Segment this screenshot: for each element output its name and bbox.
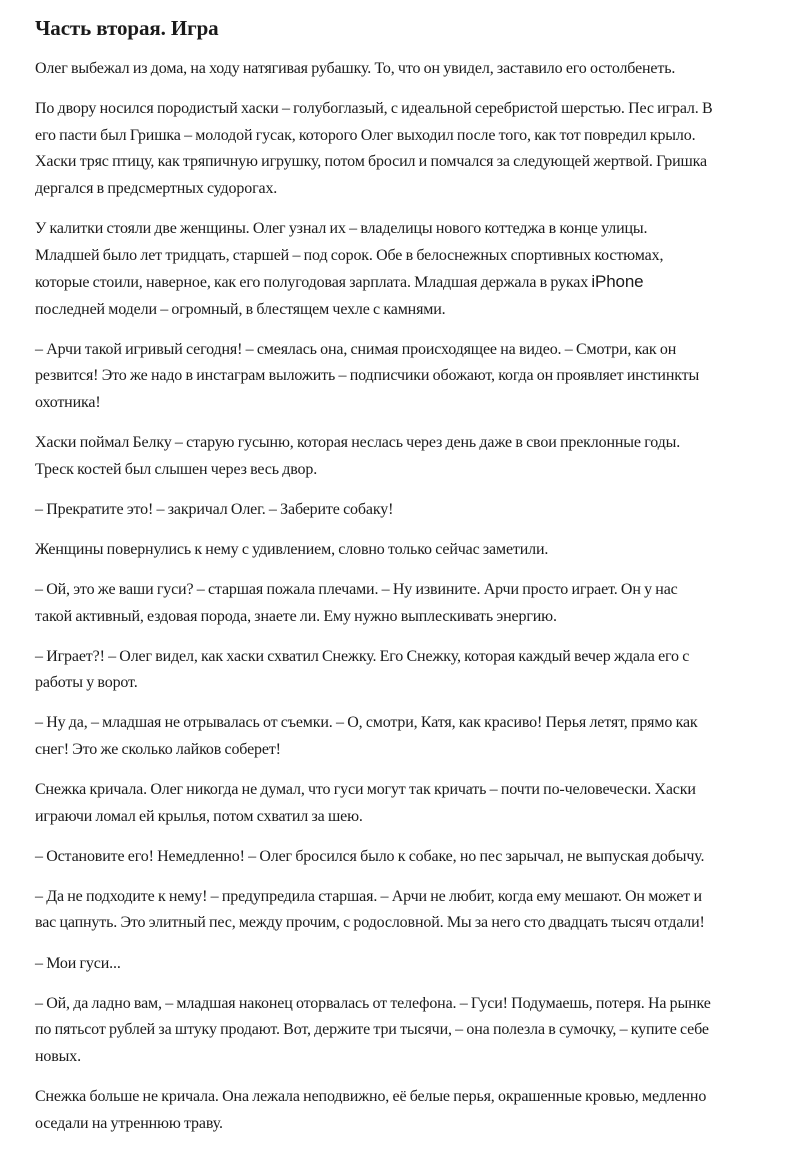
paragraph: Снежка кричала. Олег никогда не думал, что гуси могут так кричать – почти по-человечески. Хаски играючи ломал ей крылья, потом схватил за шею. <box>35 781 696 825</box>
paragraph-text: последней модели – огромный, в блестящем чехле с камнями. <box>35 300 446 318</box>
paragraph: По двору носился породистый хаски – голубоглазый, с идеальной серебристой шерстью. Пес играл. В его пасти был Гришка – молодой гусак, которого Олег выходил после того, как тот повредил крыло. Хаски тряс птицу, как тряпичную игрушку, потом бросил и помчался за следующей жертвой. Гришка дергался в предсмертных судорогах. <box>35 100 713 197</box>
paragraph-text: У калитки стояли две женщины. Олег узнал их – владелицы нового коттеджа в конце улицы. Младшей было лет тридцать, старшей – под сорок. Обе в белоснежных спортивных костюмах, которые стоили, наверное, как его полугодовая зарплата. Младшая держала в руках <box>35 219 664 292</box>
paragraph: – Остановите его! Немедленно! – Олег бросился было к собаке, но пес зарычал, не выпуская добычу. <box>35 847 705 865</box>
paragraph: – Ой, да ладно вам, – младшая наконец оторвалась от телефона. – Гуси! Подумаешь, потеря. На рынке по пятьсот рублей за штуку продают. Вот, держите три тысячи, – она полезла в сумочку, – купите себе новых. <box>35 994 711 1065</box>
chapter-title: Часть вторая. Игра <box>35 16 219 40</box>
paragraph: – Мои гуси... <box>35 954 121 972</box>
brand-name: iPhone <box>591 272 644 292</box>
paragraph: – Прекратите это! – закричал Олег. – Заберите собаку! <box>35 500 394 518</box>
paragraph: – Играет?! – Олег видел, как хаски схватил Снежку. Его Снежку, которая каждый вечер ждала его с работы у ворот. <box>35 647 690 692</box>
paragraph: – Ну да, – младшая не отрывалась от съемки. – О, смотри, Катя, как красиво! Перья летят, прямо как снег! Это же сколько лайков соберет! <box>35 714 698 758</box>
paragraph: – Арчи такой игривый сегодня! – смеялась она, снимая происходящее на видео. – Смотри, как он резвится! Это же надо в инстаграм выложить – подписчики обожают, когда он проявляет инстинкты охотника! <box>35 340 700 412</box>
paragraph: Олег выбежал из дома, на ходу натягивая рубашку. То, что он увидел, заставило его остолбенеть. <box>35 60 676 77</box>
document-page <box>35 14 715 1151</box>
paragraph: – Ой, это же ваши гуси? – старшая пожала плечами. – Ну извините. Арчи просто играет. Он у нас такой активный, ездовая порода, знаете ли. Ему нужно выплескивать энергию. <box>35 581 678 625</box>
paragraph: Снежка больше не кричала. Она лежала неподвижно, её белые перья, окрашенные кровью, медленно оседали на утреннюю траву. <box>35 1087 707 1132</box>
paragraph: – Да не подходите к нему! – предупредила старшая. – Арчи не любит, когда ему мешают. Он может и вас цапнуть. Это элитный пес, между прочим, с родословной. Мы за него сто двадцать тысяч отдали! <box>35 887 705 932</box>
paragraph: Женщины повернулись к нему с удивлением, словно только сейчас заметили. <box>35 540 549 558</box>
paragraph <box>35 216 715 323</box>
paragraph: Хаски поймал Белку – старую гусыню, которая неслась через день даже в свои преклонные годы. Треск костей был слышен через весь двор. <box>35 434 681 478</box>
